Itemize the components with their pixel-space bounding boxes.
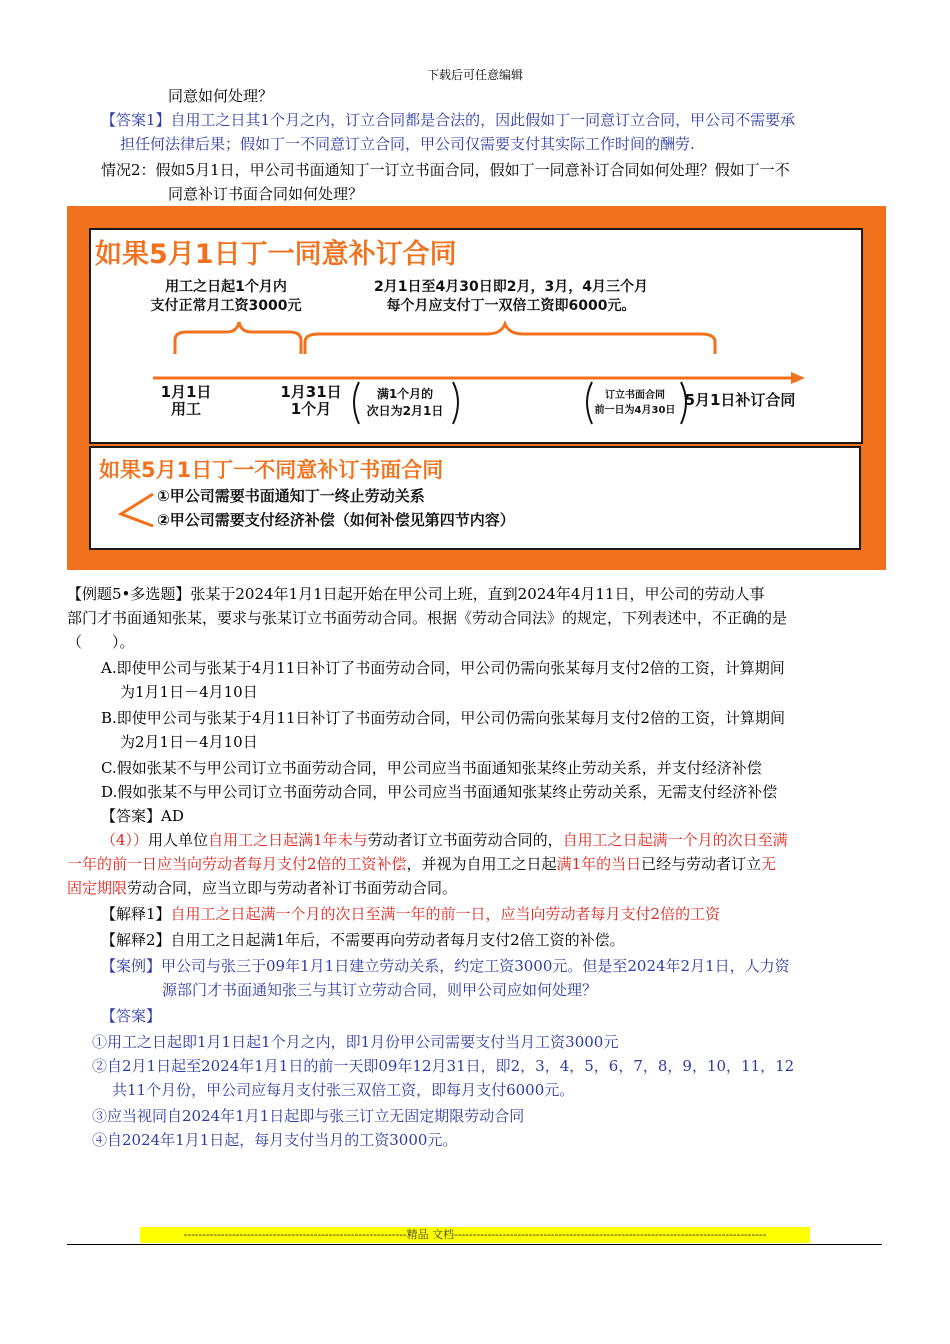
- label-may1: 5月1日补订合同: [684, 391, 796, 409]
- label-feb1: [357, 386, 453, 420]
- case2-line: 情况2：假如5月1日，甲公司书面通知丁一订立书面合同，假如丁一同意补订合同如何处理？假如丁一不: [101, 161, 790, 179]
- label-jan31: [266, 384, 356, 418]
- branch-arrow-icon: [121, 494, 153, 526]
- rule4-line3: [67, 876, 457, 900]
- example-question-cont: 部门才书面通知张某，要求与张某订立书面劳动合同。根据《劳动合同法》的规定，下列表述中，不正确的是: [67, 609, 788, 627]
- case-line-cont: 源部门才书面通知张三与其订立劳动合同，则甲公司应如何处理？: [162, 981, 598, 999]
- brace-double-pay: [305, 324, 715, 354]
- paren-right-icon: [453, 382, 458, 424]
- example-question: 【例题5•多选题】张某于2024年1月1日起开始在甲公司上班，直到2024年4月11日，甲公司的劳动人事: [67, 585, 765, 603]
- example-question-blank: （ ）。: [67, 633, 135, 651]
- label-apr30: [587, 388, 683, 418]
- agree-panel: [89, 228, 863, 444]
- case-item-2: ②自2月1日起至2024年1月1日的前一天即09年12月31日，即2，3，4，5，6，7，8，9，10，11，12: [92, 1057, 795, 1075]
- note-double-pay-line1: 2月1日至4月30日即2月，3月，4月三个月: [374, 279, 648, 295]
- label-jan31-desc: 1个月: [290, 400, 332, 418]
- option-a: A.即使甲公司与张某于4月11日补订了书面劳动合同，甲公司仍需向张某每月支付2倍的工资，计算期间: [101, 659, 785, 677]
- case-answer-tag: 【答案】: [101, 1007, 162, 1025]
- explain-2-tag: 【解释2】: [101, 931, 171, 949]
- label-apr30-line1: 订立书面合同: [605, 390, 665, 401]
- agree-title: 如果5月1日丁一同意补订合同: [95, 239, 457, 270]
- option-a-cont: 为1月1日－4月10日: [120, 683, 258, 701]
- timeline-arrow-icon: [791, 372, 805, 384]
- rule4-text: 劳动者订立书面劳动合同的，: [367, 831, 563, 849]
- label-apr30-line2: 前一日为4月30日: [594, 405, 676, 416]
- rule4-highlight: 一年的前一日应当向劳动者每月支付2倍的工资补偿: [67, 855, 407, 873]
- option-b: B.即使甲公司与张某于4月11日补订了书面劳动合同，甲公司仍需向张某每月支付2倍的工资，计算期间: [101, 709, 785, 727]
- answer-text: 自用工之日其1个月之内，订立合同都是合法的，因此假如丁一同意订立合同，甲公司不需要承: [170, 111, 796, 129]
- case-item-3: ③应当视同自2024年1月1日起即与张三订立无固定期限劳动合同: [92, 1107, 525, 1125]
- rule4-text: 用人单位: [148, 831, 209, 849]
- case-tag: 【案例】: [101, 957, 162, 975]
- brace-first-month: [175, 322, 301, 354]
- answer-line-cont: 担任何法律后果；假如丁一不同意订立合同，甲公司仅需要支付其实际工作时间的酬劳.: [120, 135, 695, 153]
- explain-2: [101, 928, 625, 952]
- option-d: D.假如张某不与甲公司订立书面劳动合同，甲公司应当书面通知张某终止劳动关系，无需支付经济补偿: [101, 783, 778, 801]
- label-feb1-line2: 次日为2月1日: [366, 404, 444, 418]
- answer-line: [101, 108, 795, 132]
- disagree-options: [157, 484, 515, 532]
- label-jan1-date: 1月1日: [160, 383, 212, 401]
- rule4-line1: [101, 828, 788, 852]
- label-jan31-date: 1月31日: [280, 383, 342, 401]
- option-compensation: ②甲公司需要支付经济补偿（如何补偿见第四节内容）: [157, 511, 515, 529]
- branch-arrows-svg: [91, 448, 161, 548]
- rule4-text: 劳动合同，应当立即与劳动者补订书面劳动合同。: [127, 879, 458, 897]
- label-jan1: [141, 384, 231, 418]
- option-c: C.假如张某不与甲公司订立书面劳动合同，甲公司应当书面通知张某终止劳动关系，并支付经济补偿: [101, 759, 762, 777]
- note-first-month-line2: 支付正常月工资3000元: [150, 298, 302, 314]
- case-item-2-cont: 共11个月份，甲公司应每月支付张三双倍工资，即每月支付6000元。: [112, 1081, 575, 1099]
- rule4-number: （4））: [101, 831, 149, 849]
- page-header: 下载后可任意编辑: [426, 68, 523, 82]
- explain-1-tag: 【解释1】: [101, 905, 171, 923]
- explain-1: [101, 902, 720, 926]
- footer-rule: [67, 1244, 882, 1245]
- rule4-highlight: 自用工之日起满一个月的次日至满: [562, 831, 788, 849]
- case-line: [101, 954, 790, 978]
- disagree-title: 如果5月1日丁一不同意补订书面合同: [99, 458, 444, 482]
- text-line: 同意如何处理？: [168, 87, 274, 105]
- rule4-text: ，并视为自用工之日起: [406, 855, 557, 873]
- case-item-4: ④自2024年1月1日起，每月支付当月的工资3000元。: [92, 1131, 458, 1149]
- explain-1-text: 自用工之日起满一个月的次日至满一年的前一日，应当向劳动者每月支付2倍的工资: [170, 905, 721, 923]
- case2-line-cont: 同意补订书面合同如何处理？: [168, 185, 364, 203]
- rule4-highlight: 无: [761, 855, 777, 873]
- rule4-text: 已经与劳动者订立: [641, 855, 762, 873]
- rule4-line2: [67, 852, 776, 876]
- footer-banner: ------------------------------------------------------------精品 文档------------------------------------------------------------------------------------: [140, 1227, 810, 1243]
- note-first-month-line1: 用工之日起1个月内: [165, 279, 287, 295]
- answer-tag: 【答案1】: [101, 111, 171, 129]
- example-answer: 【答案】AD: [101, 807, 184, 825]
- note-double-pay-line2: 每个月应支付丁一双倍工资即6000元。: [386, 298, 636, 314]
- option-terminate: ①甲公司需要书面通知丁一终止劳动关系: [157, 487, 425, 505]
- disagree-panel: [89, 446, 861, 550]
- label-jan1-desc: 用工: [170, 400, 201, 418]
- label-feb1-line1: 满1个月的: [376, 387, 434, 401]
- rule4-highlight: 固定期限: [67, 879, 128, 897]
- rule4-highlight: 自用工之日起满1年未与: [208, 831, 368, 849]
- timeline-diagram: [67, 206, 886, 570]
- rule4-highlight: 满1年的当日: [556, 855, 642, 873]
- explain-2-text: 自用工之日起满1年后，不需要再向劳动者每月支付2倍工资的补偿。: [170, 931, 625, 949]
- option-b-cont: 为2月1日－4月10日: [120, 733, 258, 751]
- case-item-1: ①用工之日起即1月1日起1个月之内，即1月份甲公司需要支付当月工资3000元: [92, 1033, 619, 1051]
- case-text: 甲公司与张三于09年1月1日建立劳动关系，约定工资3000元。但是至2024年2月1日，人力资: [161, 957, 790, 975]
